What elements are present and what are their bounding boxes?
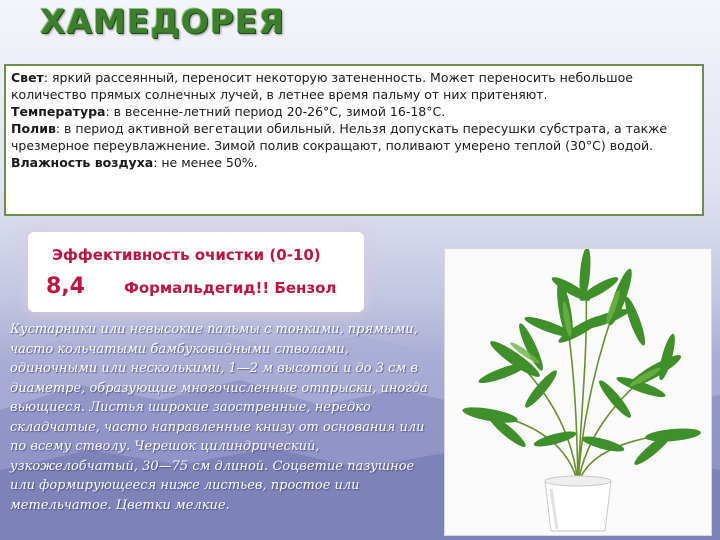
palm-illustration [445, 249, 711, 535]
temperature-paragraph [11, 103, 697, 120]
plant-description: Кустарники или невысокие пальмы с тонкими, прямыми, часто кольчатыми бамбуковидными стволами, одиночными или несколькими, 1—2 м высотой и до 3 см в диаметре, образующие многочисленные отпрыски, иногда вьющиеся. Листья широкие заостренные, нередко складчатые, часто направленные книзу от основания или по всему стволу. Черешок цилиндрический, узкожелобчатый, 30—75 см длиной. Соцветие пазушное или формирующееся ниже листьев, простое или метельчатое. Цветки мелкие. [10, 322, 428, 513]
temperature-text: : в весенне-летний период 20-26°С, зимой 16-18°С. [105, 104, 446, 119]
humidity-text: : не менее 50%. [153, 155, 258, 170]
efficiency-box [28, 232, 364, 312]
watering-text: : в период активной вегетации обильный. Нельзя допускать пересушки субстрата, а также чрезмерное переувлажнение. Зимой полив сокращают, поливают умерено теплой (30°С) водой. [11, 121, 668, 153]
watering-paragraph [11, 120, 697, 154]
efficiency-title: Эффективность очистки (0-10) [52, 246, 321, 264]
temperature-label: Температура [11, 104, 106, 119]
light-text: : яркий рассеянный, переносит некоторую затененность. Может переносить небольшое количество прямых солнечных лучей, в летнее время пальму от них притеняют. [11, 70, 633, 102]
light-paragraph [11, 69, 697, 103]
humidity-paragraph [11, 154, 697, 171]
plant-photo [444, 248, 712, 536]
efficiency-substances: Формальдегид!! Бензол [124, 279, 337, 297]
watering-label: Полив [11, 121, 56, 136]
care-info-box [4, 64, 704, 216]
page-title: ХАМЕДОРЕЯ [40, 2, 285, 41]
light-label: Свет [11, 70, 44, 85]
efficiency-value: 8,4 [46, 274, 85, 299]
humidity-label: Влажность воздуха [11, 155, 154, 170]
